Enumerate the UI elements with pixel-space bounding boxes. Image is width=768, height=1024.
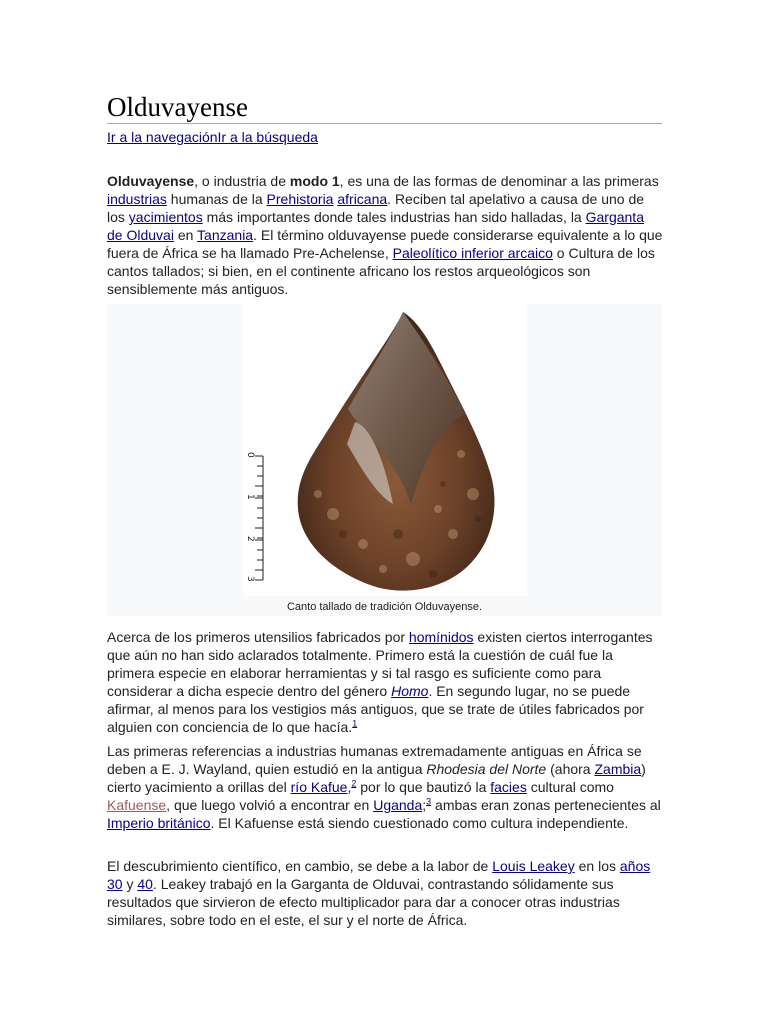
intro-paragraph (107, 172, 663, 298)
link-rio-kafue[interactable]: río Kafue (290, 779, 348, 795)
ruler-label: 0 (245, 452, 255, 458)
italic-term: Rhodesia del Norte (426, 761, 547, 777)
link-kafuense[interactable]: Kafuense (107, 797, 167, 813)
link-uganda[interactable]: Uganda (373, 797, 423, 813)
bold-term: Olduvayense (107, 173, 195, 189)
text: . Leakey trabajó en la Garganta de Olduvai, contrastando sólidamente sus resultados que sirvieron de efecto multiplicador para dar a conocer otras industrias similares, sobre todo en el este, el sur y el norte de África. (107, 876, 620, 928)
link-industrias[interactable]: industrias (107, 191, 167, 207)
paragraph-3 (107, 742, 663, 832)
link-africana[interactable]: africana (337, 191, 388, 207)
text: (ahora (546, 761, 595, 777)
link-tanzania[interactable]: Tanzania (197, 227, 254, 243)
text: El descubrimiento científico, en cambio, se debe a la labor de (107, 858, 493, 874)
text: por lo que bautizó la (356, 779, 491, 795)
ruler-label: 1 (245, 494, 255, 500)
link-hominidos[interactable]: homínidos (408, 629, 474, 645)
jump-to-navigation-link[interactable]: Ir a la navegación (107, 129, 218, 145)
ruler-label: 2 (245, 536, 255, 542)
figure-caption: Canto tallado de tradición Olduvayense. (286, 601, 483, 613)
text: existen ciertos interrogantes que aún no han sido aclarados totalmente. Primero está la cuestión de cuál fue la primera especie en elaborar herramientas y si tal rasgo es suficiente como para considerar a dicha especie dentro del género (107, 629, 653, 699)
text: Las primeras referencias a industrias humanas extremadamente antiguas en África se deben a E. J. Wayland, quien estudió en la antigua (107, 743, 642, 777)
page-title: Olduvayense (107, 92, 248, 122)
link-40[interactable]: 40 (137, 876, 153, 892)
figure (107, 304, 662, 616)
link-facies[interactable]: facies (490, 779, 527, 795)
text: . El término olduvayense puede considerarse equivalente a lo que fuera de África se ha llamado Pre-Achelense, (107, 227, 663, 261)
text: Acerca de los primeros utensilios fabricados por (107, 629, 409, 645)
reference-2-link[interactable]: 2 (351, 778, 357, 789)
jump-to-search-link[interactable]: Ir a la búsqueda (217, 129, 318, 145)
text: , es una de las formas de denominar a las primeras (339, 173, 659, 189)
text: . En segundo lugar, no se puede afirmar, al menos para los vestigios más antiguos, que se trate de útiles fabricados por alguien con conciencia de lo que hacía. (107, 683, 644, 735)
jump-links (107, 128, 318, 146)
paragraph-2 (107, 628, 663, 736)
text: , que luego volvió a encontrar en (166, 797, 374, 813)
link-paleolitico-inferior-arcaico[interactable]: Paleolítico inferior arcaico (392, 245, 553, 261)
text: o Cultura de los cantos tallados; si bien, en el continente africano los restos arqueológicos son sensiblemente más antiguos. (107, 245, 655, 297)
text: , o industria de (194, 173, 290, 189)
text: en los (574, 858, 620, 874)
link-homo[interactable]: Homo (391, 683, 429, 699)
text: humanas de la (166, 191, 267, 207)
link-zambia[interactable]: Zambia (594, 761, 642, 777)
text: . Reciben tal apelativo a causa de uno de los (107, 191, 645, 225)
text: y (122, 876, 138, 892)
scale-ruler (255, 456, 263, 580)
bold-term: modo 1 (289, 173, 340, 189)
link-anos-30[interactable]: años 30 (107, 858, 651, 892)
reference-1-link[interactable]: 1 (352, 718, 358, 729)
stone-tool-image[interactable] (243, 304, 527, 596)
text: en (173, 227, 198, 243)
link-prehistoria[interactable]: Prehistoria (266, 191, 334, 207)
text: más importantes donde tales industrias han sido halladas, la (202, 209, 586, 225)
link-yacimientos[interactable]: yacimientos (128, 209, 203, 225)
title-divider (107, 123, 662, 124)
text: ) cierto yacimiento a orillas del (107, 761, 646, 795)
stone-tool-illustration (243, 304, 527, 596)
reference-3-link[interactable]: 3 (426, 796, 432, 807)
text: , (347, 779, 352, 795)
text: cultural como (526, 779, 614, 795)
ruler-label: 3 (245, 576, 255, 582)
text: ; (422, 797, 427, 813)
text: ambas eran zonas pertenecientes al (431, 797, 661, 813)
link-imperio-britanico[interactable]: Imperio británico (107, 815, 211, 831)
link-garganta-de-olduvai[interactable]: Garganta de Olduvai (107, 209, 644, 243)
text: . El Kafuense está siendo cuestionado como cultura independiente. (210, 815, 629, 831)
paragraph-4 (107, 857, 663, 929)
link-louis-leakey[interactable]: Louis Leakey (492, 858, 575, 874)
